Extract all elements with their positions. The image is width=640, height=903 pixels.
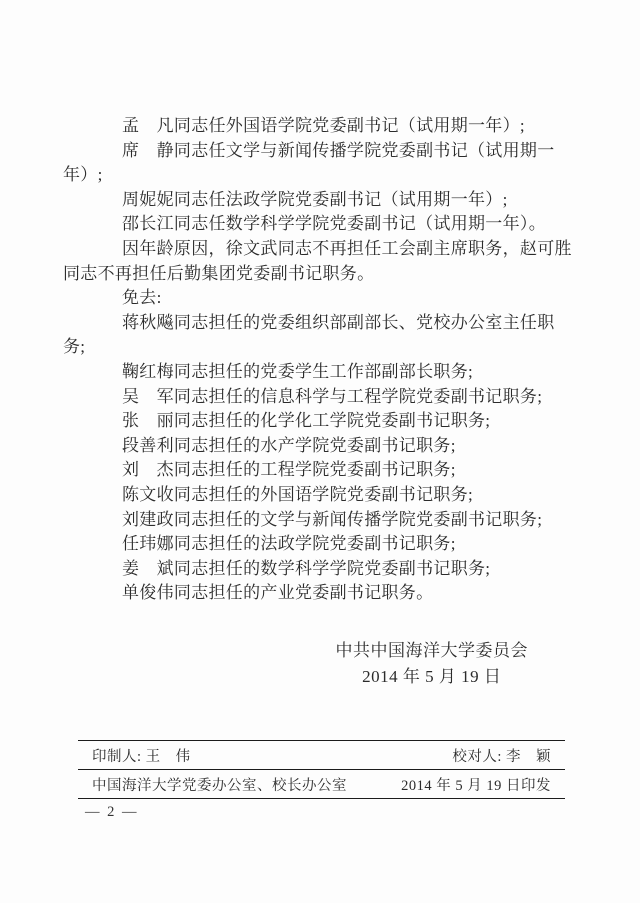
body-line: 鞠红梅同志担任的党委学生工作部副部长职务; bbox=[122, 361, 474, 381]
body-line: 吴 军同志担任的信息科学与工程学院党委副书记职务; bbox=[122, 386, 543, 406]
page-number: — 2 — bbox=[85, 804, 139, 820]
body-line: 免去: bbox=[122, 288, 162, 308]
signature-committee: 中共中国海洋大学委员会 bbox=[335, 641, 528, 660]
body-line: 邵长江同志任数学科学学院党委副书记（试用期一年）。 bbox=[122, 214, 546, 234]
body-line: 刘 杰同志担任的工程学院党委副书记职务; bbox=[122, 460, 456, 480]
proofreader-label: 校对人: 李 颖 bbox=[452, 748, 551, 765]
body-line: 任玮娜同志担任的法政学院党委副书记职务; bbox=[122, 534, 456, 554]
printer-label: 印制人: 王 伟 bbox=[92, 748, 191, 765]
document-body bbox=[63, 114, 572, 606]
issuing-office-label: 中国海洋大学党委办公室、校长办公室 bbox=[92, 777, 347, 794]
body-line: 姜 斌同志担任的数学科学学院党委副书记职务; bbox=[122, 558, 491, 578]
body-line: 孟 凡同志任外国语学院党委副书记（试用期一年）; bbox=[122, 116, 525, 135]
body-line: 周妮妮同志任法政学院党委副书记（试用期一年）; bbox=[122, 189, 508, 209]
body-line: 单俊伟同志担任的产业党委副书记职务。 bbox=[122, 583, 434, 603]
body-line: 刘建政同志担任的文学与新闻传播学院党委副书记职务; bbox=[122, 509, 543, 529]
body-line: 年）; bbox=[63, 165, 103, 185]
colophon-row-issue bbox=[78, 770, 565, 799]
body-line: 蒋秋飚同志担任的党委组织部副部长、党校办公室主任职 bbox=[122, 312, 555, 332]
signature-block bbox=[336, 638, 529, 689]
issue-date-label: 2014 年 5 月 19 日印发 bbox=[401, 777, 551, 794]
body-line: 因年龄原因，徐文武同志不再担任工会副主席职务，赵可胜 bbox=[122, 238, 572, 258]
body-line: 段善利同志担任的水产学院党委副书记职务; bbox=[122, 435, 456, 455]
colophon-box bbox=[78, 740, 565, 799]
body-line: 务; bbox=[63, 337, 86, 357]
colophon-row-people bbox=[78, 741, 565, 770]
body-line: 席 静同志任文学与新闻传播学院党委副书记（试用期一 bbox=[122, 140, 555, 160]
body-line: 陈文收同志担任的外国语学院党委副书记职务; bbox=[122, 484, 474, 504]
body-line: 同志不再担任后勤集团党委副书记职务。 bbox=[63, 263, 375, 283]
body-line: 张 丽同志担任的化学化工学院党委副书记职务; bbox=[122, 411, 491, 431]
signature-date: 2014 年 5 月 19 日 bbox=[362, 666, 502, 686]
